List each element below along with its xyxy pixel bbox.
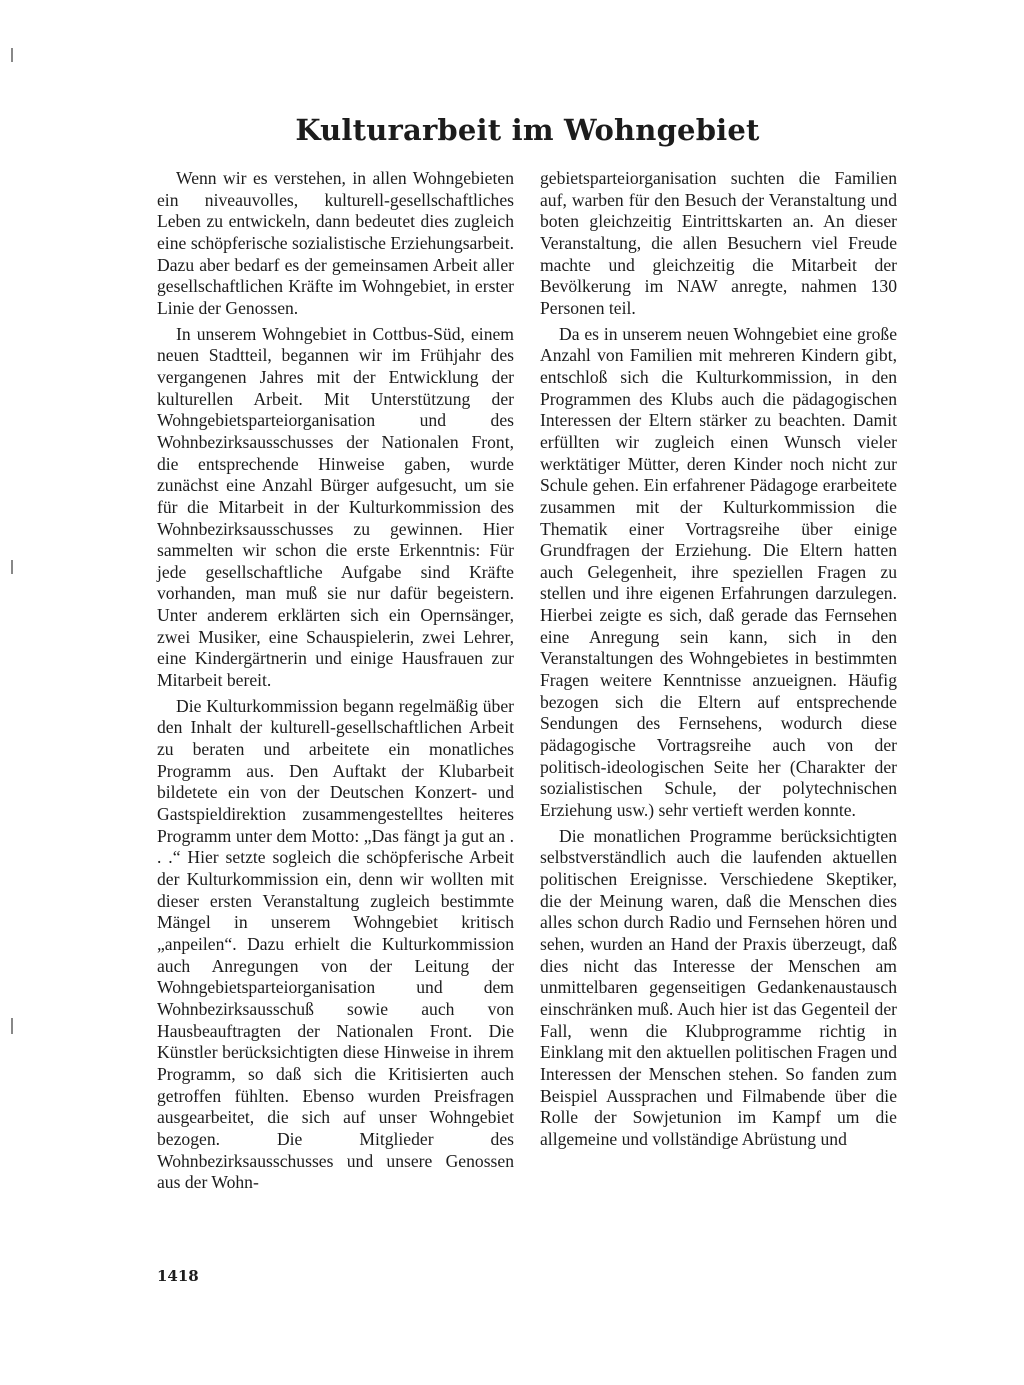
paragraph: Da es in unserem neuen Wohngebiet eine große Anzahl von Familien mit mehreren Kindern gibt, entschloß sich die Kulturkommission, in den Programmen des Klubs auch die pädagogischen Interessen der Eltern stärker zu beachten. Damit erfüllten wir zugleich einen Wunsch vieler werktätiger Mütter, deren Kinder noch nicht zur Schule gehen. Ein erfahrener Pädagoge erarbeitete zusammen mit der Kulturkommission die Thematik einer Vortragsreihe über einige Grundfragen der Erziehung. Die Eltern hatten auch Gelegenheit, ihre speziellen Fragen zu stellen und ihre eigenen Erfahrungen darzulegen. Hierbei zeigte es sich, daß gerade das Fernsehen eine Anregung sein kann, sich in den Veranstaltungen des Wohngebietes in bestimmten Fragen weitere Kenntnisse anzueignen. Häufig bezogen sich die Eltern auf entsprechende Sendungen des Fernsehens, wodurch diese pädagogische Vortragsreihe auch von der politisch-ideologischen Seite her (Charakter der sozialistischen Schule, der polytechnischen Erziehung usw.) sehr vertieft werden konnte. xyxy=(540,323,897,821)
paragraph: In unserem Wohngebiet in Cottbus-Süd, einem neuen Stadtteil, begannen wir im Frühjahr des vergangenen Jahres mit der Entwicklung der kulturellen Arbeit. Mit Unterstützung der Wohngebietsparteiorganisation und des Wohnbezirksausschusses der Nationalen Front, die entsprechende Hinweise gaben, wurde zunächst eine Anzahl Bürger aufgesucht, um sie für die Mitarbeit in der Kulturkommission des Wohnbezirksausschusses zu gewinnen. Hier sammelten wir schon die erste Erkenntnis: Für jede gesellschaftliche Aufgabe sind Kräfte vorhanden, man muß sie nur dafür begeistern. Unter anderem erklärten sich ein Opernsänger, zwei Musiker, eine Schauspielerin, zwei Lehrer, eine Kindergärtnerin und einige Hausfrauen zur Mitarbeit bereit. xyxy=(157,323,514,691)
right-column xyxy=(540,168,897,1151)
paragraph: Wenn wir es verstehen, in allen Wohngebieten ein niveauvolles, kulturell-gesellschaftliches Leben zu entwickeln, dann bedeutet dies zugleich eine schöpferische sozialistische Erziehungsarbeit. Dazu aber bedarf es der gemeinsamen Arbeit aller gesellschaftlichen Kräfte im Wohngebiet, in erster Linie der Genossen. xyxy=(157,168,514,318)
left-column xyxy=(157,168,514,1194)
margin-mark xyxy=(11,560,13,574)
paragraph: Die Kulturkommission begann regelmäßig über den Inhalt der kulturell-gesellschaftlichen Arbeit zu beraten und arbeitete ein monatliches Programm aus. Den Auftakt der Klubarbeit bildetete ein von der Deutschen Konzert- und Gastspieldirektion zusammengestelltes heiteres Programm unter dem Motto: „Das fängt ja gut an . . .“ Hier setzte sogleich die schöpferische Arbeit der Kulturkommission ein, denn wir wollten mit dieser ersten Veranstaltung zugleich bestimmte Mängel in unserem Wohngebiet kritisch „anpeilen“. Dazu erhielt die Kulturkommission auch Anregungen von der Leitung der Wohngebietsparteiorganisation und dem Wohnbezirksausschuß sowie auch von Hausbeauftragten der Nationalen Front. Die Künstler berücksichtigten diese Hinweise in ihrem Programm, so daß sich die Kritisierten auch getroffen fühlten. Ebenso wurden Preisfragen ausgearbeitet, die sich auf unser Wohngebiet bezogen. Die Mitglieder des Wohnbezirksausschusses und unsere Genossen aus der Wohn- xyxy=(157,695,514,1193)
page-number: 1418 xyxy=(157,1267,199,1285)
paragraph: Die monatlichen Programme berücksichtigten selbstverständlich auch die laufenden aktuellen politischen Ereignisse. Verschiedene Skeptiker, die der Meinung waren, daß die Menschen dies alles schon durch Radio und Fernsehen hören und sehen, wurden an Hand der Praxis überzeugt, daß dies nicht das Interesse der Menschen am unmittelbaren gegenseitigen Gedankenaustausch einschränken muß. Auch hier ist das Gegenteil der Fall, wenn die Klubprogramme richtig in Einklang mit den aktuellen politischen Fragen und Interessen der Menschen stehen. So fanden zum Beispiel Aussprachen und Filmabende über die Rolle der Sowjetunion im Kampf um die allgemeine und vollständige Abrüstung und xyxy=(540,825,897,1149)
article-title: Kulturarbeit im Wohngebiet xyxy=(295,113,760,147)
paragraph-continued: gebietsparteiorganisation suchten die Familien auf, warben für den Besuch der Veranstaltung und boten gleichzeitig Eintrittskarten an. An dieser Veranstaltung, die allen Besuchern viel Freude machte und gleichzeitig die Mitarbeit der Bevölkerung im NAW anregte, nahmen 130 Personen teil. xyxy=(540,168,897,318)
margin-mark xyxy=(11,48,13,62)
margin-mark xyxy=(11,1018,13,1034)
